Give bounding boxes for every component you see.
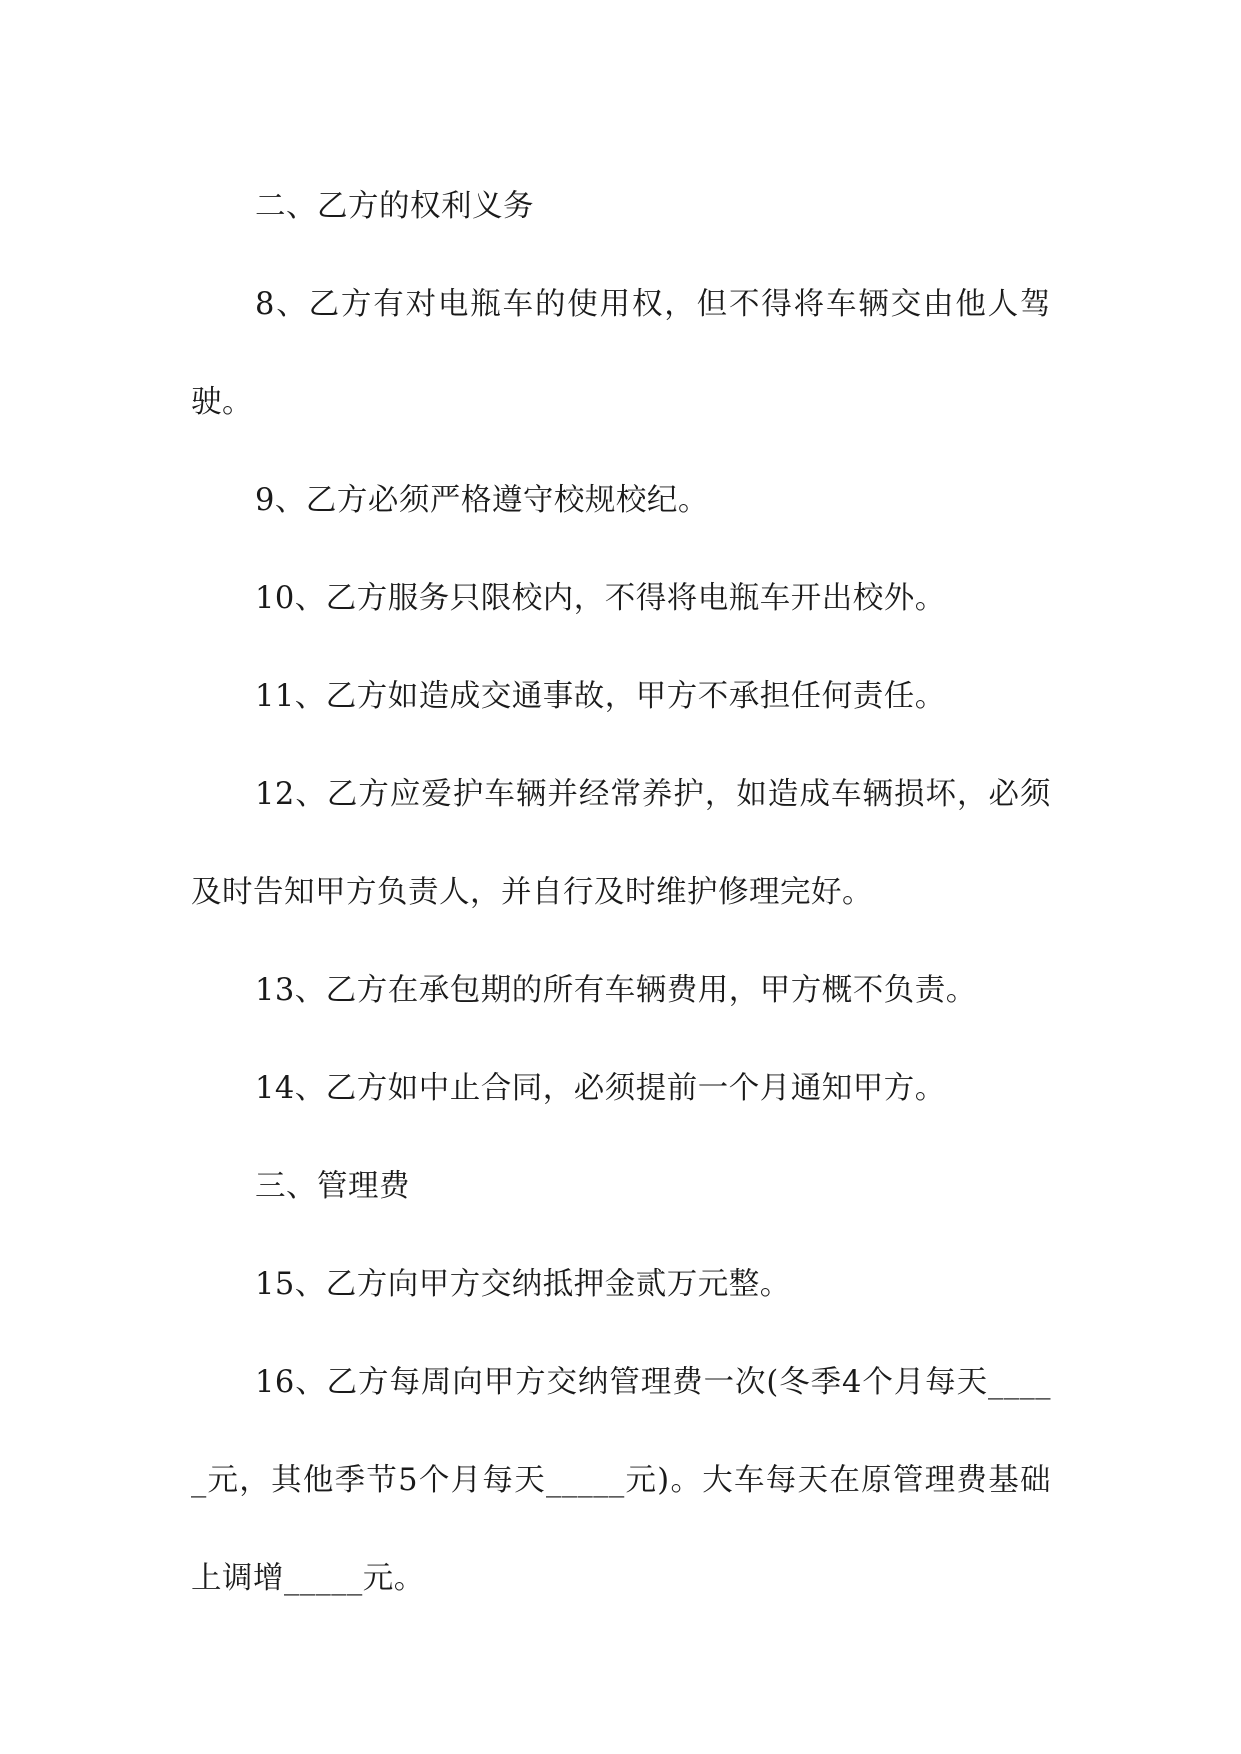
document-body [191, 158, 1051, 1628]
clause-13: 13、乙方在承包期的所有车辆费用，甲方概不负责。 [255, 973, 977, 1008]
clause-15: 15、乙方向甲方交纳抵押金贰万元整。 [255, 1267, 791, 1302]
clause-12: 12、乙方应爱护车辆并经常养护，如造成车辆损坏，必须及时告知甲方负责人，并自行及时维护修理完好。 [191, 777, 1051, 910]
section-heading-party-b-rights: 二、乙方的权利义务 [255, 189, 534, 224]
clause-10: 10、乙方服务只限校内，不得将电瓶车开出校外。 [255, 581, 946, 616]
clause-14: 14、乙方如中止合同，必须提前一个月通知甲方。 [255, 1071, 946, 1106]
clause-8: 8、乙方有对电瓶车的使用权，但不得将车辆交由他人驾驶。 [191, 287, 1051, 420]
clause-11: 11、乙方如造成交通事故，甲方不承担任何责任。 [255, 679, 946, 714]
clause-16: 16、乙方每周向甲方交纳管理费一次(冬季4个月每天_____元，其他季节5个月每天_____元)。大车每天在原管理费基础上调增_____元。 [191, 1365, 1051, 1596]
section-heading-management-fee: 三、管理费 [255, 1169, 410, 1204]
clause-9: 9、乙方必须严格遵守校规校纪。 [255, 483, 709, 518]
